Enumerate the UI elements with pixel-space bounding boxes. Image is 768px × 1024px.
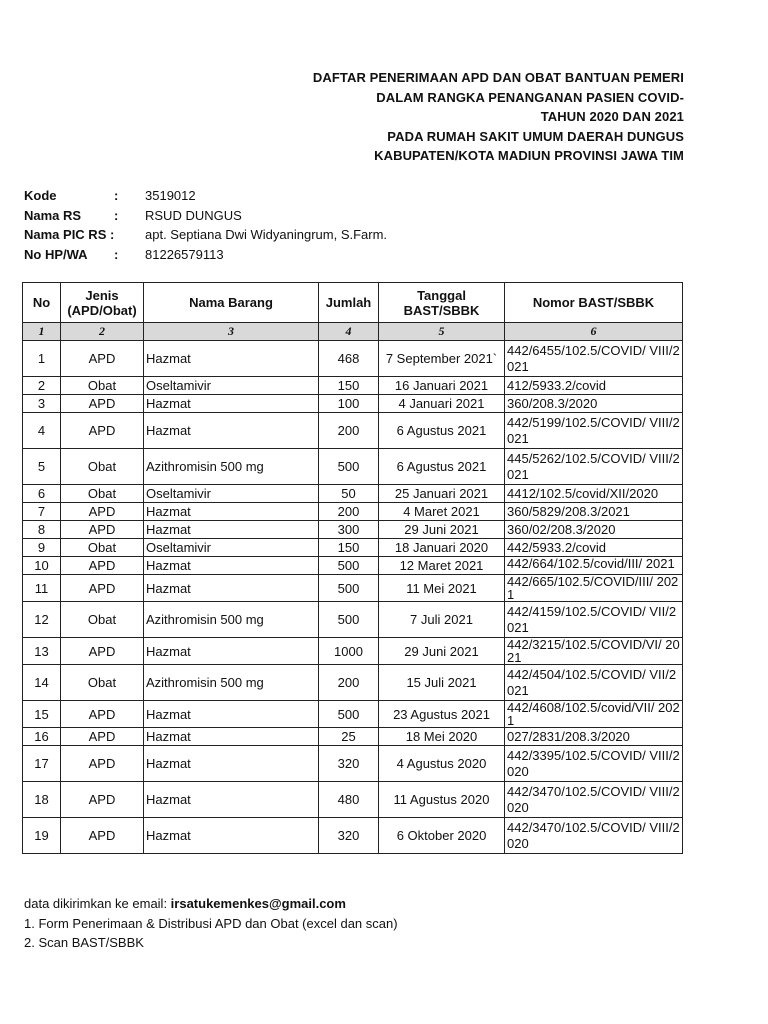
cell-jumlah: 150 [319,377,379,395]
cell-nama-barang: Oseltamivir [144,485,319,503]
cell-no: 16 [23,728,61,746]
cell-jumlah: 200 [319,413,379,449]
cell-jumlah: 200 [319,503,379,521]
header-jenis: Jenis (APD/Obat) [61,283,144,323]
column-number: 6 [505,323,683,341]
table-row [23,782,683,818]
table-row [23,575,683,602]
title-line: KABUPATEN/KOTA MADIUN PROVINSI JAWA TIM [374,148,684,163]
cell-nama-barang: Hazmat [144,521,319,539]
cell-jumlah: 320 [319,818,379,854]
cell-nama-barang: Oseltamivir [144,377,319,395]
title-line: TAHUN 2020 DAN 2021 [540,109,684,124]
cell-nomor: 442/5933.2/covid [505,539,683,557]
column-number: 5 [379,323,505,341]
cell-jumlah: 320 [319,746,379,782]
cell-nomor: 412/5933.2/covid [505,377,683,395]
table-row [23,413,683,449]
title-line: PADA RUMAH SAKIT UMUM DAERAH DUNGUS [387,128,684,144]
table-row [23,701,683,728]
cell-nomor: 445/5262/102.5/COVID/ VIII/2021 [505,449,683,485]
header-tanggal: Tanggal BAST/SBBK [379,283,505,323]
info-label: Nama RS [24,207,82,223]
title-line: DALAM RANGKA PENANGANAN PASIEN COVID- [376,89,684,105]
cell-nama-barang: Azithromisin 500 mg [144,602,319,638]
cell-jenis: APD [61,701,144,728]
cell-jenis: Obat [61,449,144,485]
cell-tanggal: 4 Agustus 2020 [379,746,505,782]
cell-jenis: Obat [61,485,144,503]
header-nomor: Nomor BAST/SBBK [505,283,683,323]
table-row [23,818,683,854]
cell-tanggal: 11 Mei 2021 [379,575,505,602]
cell-nama-barang: Oseltamivir [144,539,319,557]
cell-jumlah: 1000 [319,638,379,665]
cell-tanggal: 7 September 2021` [379,341,505,377]
header-nama-barang: Nama Barang [144,283,319,323]
cell-jenis: APD [61,413,144,449]
cell-jenis: APD [61,782,144,818]
cell-jenis: APD [61,341,144,377]
cell-tanggal: 4 Januari 2021 [379,395,505,413]
cell-nomor: 360/208.3/2020 [505,395,683,413]
cell-nomor: 442/4504/102.5/COVID/ VII/2021 [505,665,683,701]
cell-no: 2 [23,377,61,395]
cell-no: 4 [23,413,61,449]
cell-jumlah: 200 [319,665,379,701]
cell-nama-barang: Hazmat [144,638,319,665]
cell-nomor: 442/5199/102.5/COVID/ VIII/2021 [505,413,683,449]
cell-tanggal: 6 Agustus 2021 [379,413,505,449]
cell-tanggal: 29 Juni 2021 [379,638,505,665]
cell-jenis: Obat [61,602,144,638]
cell-tanggal: 12 Maret 2021 [379,557,505,575]
cell-nomor: 442/3470/102.5/COVID/ VIII/2020 [505,818,683,854]
table-row [23,746,683,782]
cell-nama-barang: Hazmat [144,395,319,413]
cell-jenis: APD [61,746,144,782]
cell-tanggal: 29 Juni 2021 [379,521,505,539]
cell-jenis: APD [61,503,144,521]
table-row [23,602,683,638]
cell-jenis: Obat [61,539,144,557]
header-no: No [23,283,61,323]
cell-no: 17 [23,746,61,782]
table-row [23,395,683,413]
info-value: RSUD DUNGUS [145,207,242,223]
cell-tanggal: 18 Januari 2020 [379,539,505,557]
cell-jumlah: 25 [319,728,379,746]
cell-tanggal: 16 Januari 2021 [379,377,505,395]
info-value: 81226579113 [145,246,224,262]
table-row [23,485,683,503]
cell-no: 10 [23,557,61,575]
email-prefix: data dikirimkan ke email: [24,896,171,911]
cell-nomor: 442/6455/102.5/COVID/ VIII/2021 [505,341,683,377]
table-row [23,557,683,575]
table-row [23,341,683,377]
table-row [23,503,683,521]
column-number: 3 [144,323,319,341]
header-jumlah: Jumlah [319,283,379,323]
cell-nomor: 442/664/102.5/covid/III/ 2021 [505,557,683,575]
cell-jenis: Obat [61,377,144,395]
cell-nama-barang: Hazmat [144,413,319,449]
footer-item: 2. Scan BAST/SBBK [24,935,144,950]
cell-jumlah: 50 [319,485,379,503]
cell-jenis: APD [61,521,144,539]
cell-tanggal: 6 Oktober 2020 [379,818,505,854]
cell-jumlah: 150 [319,539,379,557]
column-number-row [23,323,683,341]
cell-no: 7 [23,503,61,521]
cell-no: 8 [23,521,61,539]
column-number: 4 [319,323,379,341]
cell-nomor: 442/3395/102.5/COVID/ VIII/2020 [505,746,683,782]
footer-notes [24,894,398,953]
table-row [23,377,683,395]
cell-tanggal: 6 Agustus 2021 [379,449,505,485]
receipt-table [22,282,683,854]
cell-tanggal: 7 Juli 2021 [379,602,505,638]
cell-nama-barang: Hazmat [144,782,319,818]
cell-no: 19 [23,818,61,854]
cell-nomor: 4412/102.5/covid/XII/2020 [505,485,683,503]
title-line: DAFTAR PENERIMAAN APD DAN OBAT BANTUAN PEMERI [312,70,684,85]
cell-tanggal: 15 Juli 2021 [379,665,505,701]
cell-no: 6 [23,485,61,503]
table-row [23,521,683,539]
cell-nomor: 027/2831/208.3/2020 [505,728,683,746]
cell-jumlah: 500 [319,701,379,728]
cell-nama-barang: Azithromisin 500 mg [144,449,319,485]
cell-jenis: APD [61,557,144,575]
cell-nama-barang: Hazmat [144,575,319,602]
email-address: irsatukemenkes@gmail.com [170,896,346,911]
cell-jenis: APD [61,638,144,665]
info-label: No HP/WA [24,246,88,262]
cell-jenis: APD [61,728,144,746]
info-value: apt. Septiana Dwi Widyaningrum, S.Farm. [145,227,388,242]
cell-nomor: 442/665/102.5/COVID/III/ 2021 [505,575,683,602]
cell-jumlah: 300 [319,521,379,539]
column-number: 2 [61,323,144,341]
info-row-pic [24,225,387,245]
cell-no: 15 [23,701,61,728]
cell-tanggal: 11 Agustus 2020 [379,782,505,818]
cell-nama-barang: Hazmat [144,557,319,575]
cell-no: 1 [23,341,61,377]
cell-nama-barang: Hazmat [144,503,319,521]
cell-nomor: 442/4608/102.5/covid/VII/ 2021 [505,701,683,728]
cell-no: 13 [23,638,61,665]
table-row [23,728,683,746]
info-row-hp [24,245,387,265]
hospital-info [24,186,387,264]
table-row [23,665,683,701]
table-header-row [23,283,683,323]
document-title [0,68,684,166]
cell-no: 3 [23,395,61,413]
cell-nama-barang: Hazmat [144,746,319,782]
column-number: 1 [23,323,61,341]
table-row [23,638,683,665]
info-label: Kode [24,188,57,203]
table-row [23,449,683,485]
info-colon: : [114,207,119,223]
cell-jumlah: 500 [319,449,379,485]
cell-jenis: Obat [61,665,144,701]
cell-nama-barang: Hazmat [144,341,319,377]
cell-no: 14 [23,665,61,701]
cell-jumlah: 100 [319,395,379,413]
cell-jumlah: 500 [319,602,379,638]
cell-nomor: 360/02/208.3/2020 [505,521,683,539]
cell-jenis: APD [61,575,144,602]
cell-no: 9 [23,539,61,557]
cell-tanggal: 18 Mei 2020 [379,728,505,746]
cell-jenis: APD [61,818,144,854]
cell-nama-barang: Hazmat [144,818,319,854]
cell-jenis: APD [61,395,144,413]
info-label: Nama PIC RS : [24,227,115,242]
footer-item: 1. Form Penerimaan & Distribusi APD dan Obat (excel dan scan) [24,915,398,931]
info-row-nama-rs [24,206,387,226]
cell-nomor: 360/5829/208.3/2021 [505,503,683,521]
cell-nomor: 442/3470/102.5/COVID/ VIII/2020 [505,782,683,818]
cell-nama-barang: Hazmat [144,728,319,746]
cell-no: 12 [23,602,61,638]
cell-nama-barang: Azithromisin 500 mg [144,665,319,701]
cell-no: 18 [23,782,61,818]
table-row [23,539,683,557]
table-body [23,341,683,854]
info-value: 3519012 [145,188,196,203]
cell-nama-barang: Hazmat [144,701,319,728]
cell-tanggal: 25 Januari 2021 [379,485,505,503]
cell-tanggal: 4 Maret 2021 [379,503,505,521]
info-row-kode [24,186,387,206]
info-colon: : [114,188,119,203]
cell-nomor: 442/3215/102.5/COVID/VI/ 2021 [505,638,683,665]
cell-no: 5 [23,449,61,485]
cell-jumlah: 500 [319,557,379,575]
cell-tanggal: 23 Agustus 2021 [379,701,505,728]
cell-nomor: 442/4159/102.5/COVID/ VII/2021 [505,602,683,638]
info-colon: : [114,246,119,262]
cell-jumlah: 500 [319,575,379,602]
cell-jumlah: 468 [319,341,379,377]
cell-jumlah: 480 [319,782,379,818]
footer-email-line [24,894,398,914]
cell-no: 11 [23,575,61,602]
